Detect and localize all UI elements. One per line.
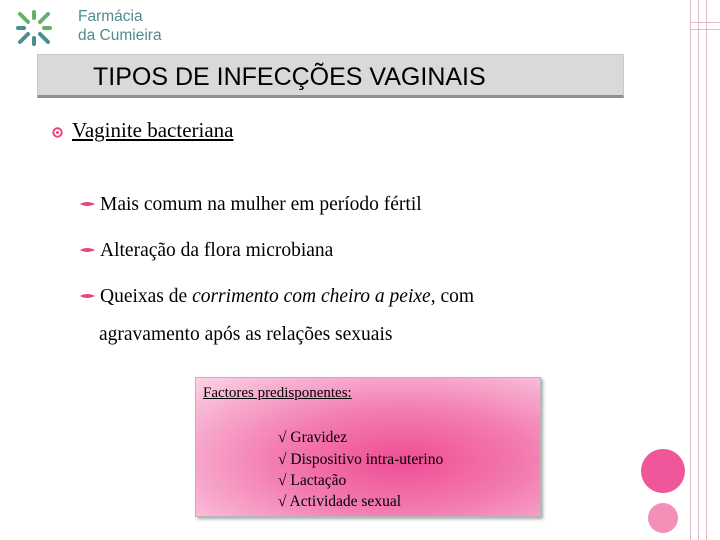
pink-arrow-bullet-icon	[79, 292, 96, 300]
bullet-text-3-continuation: agravamento após as relações sexuais	[99, 324, 393, 345]
logo-name-line1: Farmácia	[78, 8, 143, 25]
frame-line-horizontal-bottom	[690, 29, 720, 30]
pink-arrow-bullet-icon	[79, 246, 96, 254]
bullet-text-3	[100, 285, 474, 309]
pharmacy-logo	[14, 8, 174, 50]
frame-line-middle	[698, 0, 699, 540]
factor-item: √ Gravidez	[278, 429, 348, 446]
bullet-text-1: Mais comum na mulher em período fértil	[100, 194, 422, 215]
logo-name-line2: da Cumieira	[78, 27, 162, 44]
bullet-text-3-suffix: , com	[430, 286, 475, 307]
frame-line-horizontal-top	[690, 22, 720, 23]
factor-item: √ Dispositivo intra-uterino	[278, 451, 444, 468]
frame-line-left	[690, 0, 691, 540]
pharmacy-cross-logo-icon	[14, 8, 54, 48]
pink-arrow-bullet-icon	[79, 200, 96, 208]
bullet-text-3-italic: corrimento com cheiro a peixe	[192, 286, 431, 307]
factor-item: √ Lactação	[278, 472, 347, 489]
pink-ring-bullet-icon	[52, 127, 63, 138]
predisposing-factors-title: Factores predisponentes:	[203, 385, 352, 401]
frame-line-right	[706, 0, 707, 540]
decorative-circle-large	[641, 449, 685, 493]
section-heading: Vaginite bacteriana	[72, 118, 234, 142]
slide-title: TIPOS DE INFECÇÕES VAGINAIS	[93, 63, 486, 91]
bullet-text-3-prefix: Queixas de	[100, 286, 193, 307]
decorative-circle-small	[648, 503, 678, 533]
bullet-text-2: Alteração da flora microbiana	[100, 240, 334, 261]
factor-item: √ Actividade sexual	[278, 493, 402, 510]
